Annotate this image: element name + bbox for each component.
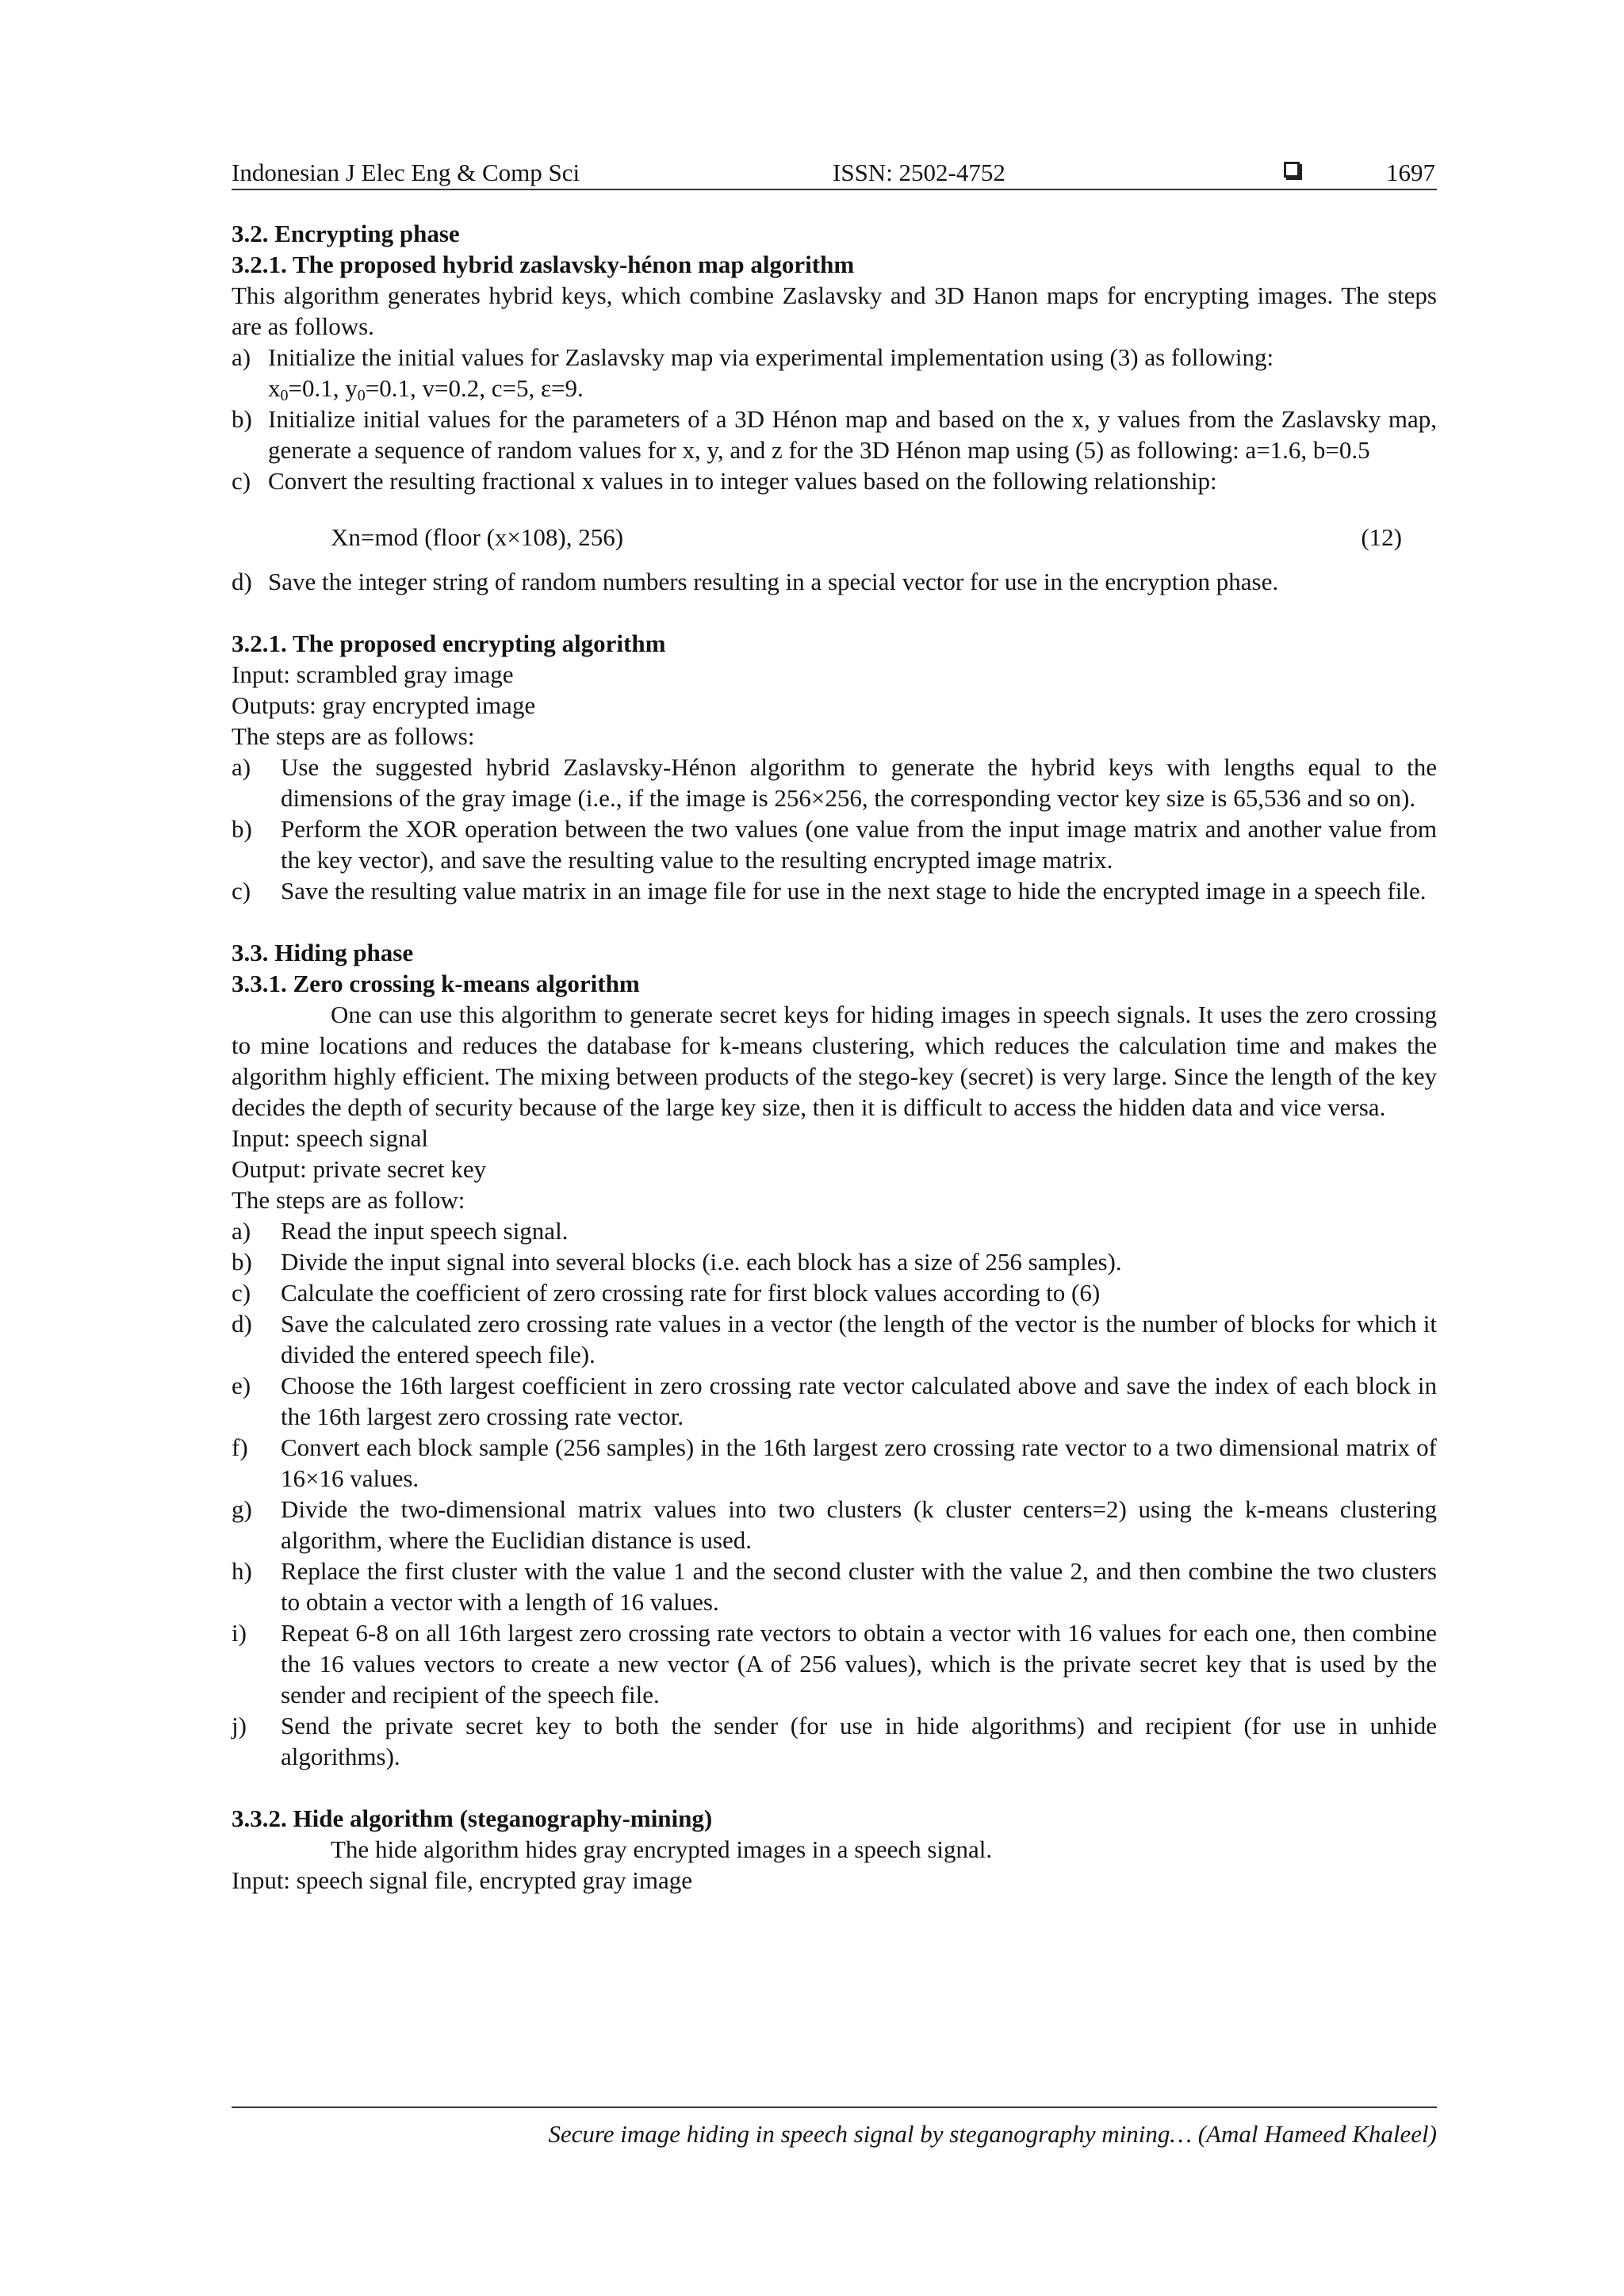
var-x: x xyxy=(268,374,281,402)
list-marker: i) xyxy=(232,1619,247,1647)
list-marker: c) xyxy=(232,877,251,905)
list-marker: a) xyxy=(232,753,251,781)
main-content xyxy=(232,218,1437,1896)
list-text: Replace the first cluster with the value 1 and the second cluster with the value 2, and then combine the two clusters to obtain a vector with a length of 16 values. xyxy=(281,1557,1437,1616)
equation-number: (12) xyxy=(1361,523,1402,551)
issn: ISSN: 2502-4752 xyxy=(833,159,1005,186)
step-a-tail: =0.1, v=0.2, c=5, ε=9. xyxy=(365,374,584,402)
steps-intro: The steps are as follow: xyxy=(232,1186,465,1214)
footer-rule xyxy=(232,2107,1437,2108)
list-marker: d) xyxy=(232,1310,252,1337)
subsection-heading-3-3-2: 3.3.2. Hide algorithm (steganography-mining) xyxy=(232,1804,713,1832)
spacer xyxy=(232,906,1437,937)
list-marker: c) xyxy=(232,1279,251,1307)
list-marker: d) xyxy=(232,568,252,595)
encrypting-steps-list xyxy=(232,752,1437,906)
step-a-text: Initialize the initial values for Zaslavsky map via experimental implementation using (3) as following: xyxy=(268,343,1274,371)
input-line: Input: speech signal xyxy=(232,1124,428,1152)
running-header xyxy=(232,151,1437,190)
list-marker: g) xyxy=(232,1495,252,1523)
list-text: Convert the resulting fractional x values in to integer values based on the following relationship: xyxy=(268,467,1217,495)
spacer xyxy=(232,1772,1437,1803)
steps-intro: The steps are as follows: xyxy=(232,722,475,750)
list-marker: b) xyxy=(232,815,252,843)
subsection-heading-3-3-1: 3.3.1. Zero crossing k-means algorithm xyxy=(232,970,640,997)
list-item xyxy=(232,875,1437,906)
list-item xyxy=(232,813,1437,875)
input-line: Input: scrambled gray image xyxy=(232,660,514,688)
list-text: Initialize initial values for the parameters of a 3D Hénon map and based on the x, y values from the Zaslavsky map, generate a sequence of random values for x, y, and z for the 3D Hénon map using (5) as following: a=1.6, b=0.5 xyxy=(268,405,1437,464)
output-line: Outputs: gray encrypted image xyxy=(232,691,536,719)
list-item xyxy=(232,1432,1437,1494)
list-marker: e) xyxy=(232,1372,251,1399)
list-text xyxy=(268,342,1437,404)
list-marker: b) xyxy=(232,405,252,433)
list-item xyxy=(232,1277,1437,1308)
subscript: 0 xyxy=(280,387,289,404)
list-marker: h) xyxy=(232,1557,252,1585)
intro-paragraph: This algorithm generates hybrid keys, which combine Zaslavsky and 3D Hanon maps for encrypting images. The steps are as follows. xyxy=(232,281,1437,340)
page-number: 1697 xyxy=(1386,159,1435,186)
spacer xyxy=(232,597,1437,628)
journal-name: Indonesian J Elec Eng & Comp Sci xyxy=(232,159,580,186)
list-marker: b) xyxy=(232,1248,252,1276)
list-text: Divide the input signal into several blocks (i.e. each block has a size of 256 samples). xyxy=(281,1248,1122,1276)
checkbox-square-icon xyxy=(1284,162,1300,178)
zero-crossing-steps-list xyxy=(232,1215,1437,1772)
list-item xyxy=(232,342,1437,404)
list-text: Convert each block sample (256 samples) in the 16th largest zero crossing rate vector to a two dimensional matrix of 16×16 values. xyxy=(281,1433,1437,1492)
list-marker: a) xyxy=(232,343,251,371)
running-footer: Secure image hiding in speech signal by steganography mining… (Amal Hameed Khaleel) xyxy=(548,2120,1437,2148)
list-text: Read the input speech signal. xyxy=(281,1217,569,1245)
list-item xyxy=(232,1215,1437,1246)
body-paragraph: The hide algorithm hides gray encrypted images in a speech signal. xyxy=(331,1835,993,1863)
list-text: Save the integer string of random numbers resulting in a special vector for use in the encryption phase. xyxy=(268,568,1279,595)
list-text: Divide the two-dimensional matrix values into two clusters (k cluster centers=2) using the k-means clustering algorithm, where the Euclidian distance is used. xyxy=(281,1495,1437,1554)
list-text: Save the resulting value matrix in an image file for use in the next stage to hide the encrypted image in a speech file. xyxy=(281,877,1427,905)
list-item xyxy=(232,1246,1437,1277)
equation-expression: Xn=mod (floor (x×108), 256) xyxy=(331,523,624,551)
step-a-mid: =0.1, y xyxy=(288,374,358,402)
list-text: Repeat 6-8 on all 16th largest zero crossing rate vectors to obtain a vector with 16 values for each one, then combine the 16 values vectors to create a new vector (A of 256 values), which is the private secret key that is used by the sender and recipient of the speech file. xyxy=(281,1619,1437,1709)
list-item xyxy=(232,1308,1437,1370)
list-marker: f) xyxy=(232,1433,248,1461)
list-text: Calculate the coefficient of zero crossing rate for first block values according to (6) xyxy=(281,1279,1101,1307)
list-text: Perform the XOR operation between the two values (one value from the input image matrix and another value from the key vector), and save the resulting value to the resulting encrypted image matrix. xyxy=(281,815,1437,874)
list-item xyxy=(232,1617,1437,1710)
subscript: 0 xyxy=(357,387,366,404)
list-marker: a) xyxy=(232,1217,251,1245)
subsection-heading-encrypting-algorithm: 3.2.1. The proposed encrypting algorithm xyxy=(232,629,666,657)
list-marker: j) xyxy=(232,1712,247,1739)
list-marker: c) xyxy=(232,467,251,495)
input-line: Input: speech signal file, encrypted gray image xyxy=(232,1866,693,1894)
list-text: Send the private secret key to both the sender (for use in hide algorithms) and recipient (for use in unhide algorithms). xyxy=(281,1712,1437,1770)
subsection-heading-3-2-1: 3.2.1. The proposed hybrid zaslavsky-hénon map algorithm xyxy=(232,251,855,278)
section-heading-3-3: 3.3. Hiding phase xyxy=(232,939,414,966)
list-item xyxy=(232,404,1437,465)
header-rule xyxy=(232,189,1437,190)
body-paragraph: One can use this algorithm to generate secret keys for hiding images in speech signals. It uses the zero crossing to mine locations and reduces the database for k-means clustering, which reduces the calculation time and makes the algorithm highly efficient. The mixing between products of the stego-key (secret) is very large. Since the length of the key decides the depth of security because of the large key size, then it is difficult to access the hidden data and vice versa. xyxy=(232,1001,1437,1121)
list-text: Choose the 16th largest coefficient in zero crossing rate vector calculated above and save the index of each block in the 16th largest zero crossing rate vector. xyxy=(281,1372,1437,1430)
list-item xyxy=(232,566,1437,597)
list-item xyxy=(232,1710,1437,1772)
list-item xyxy=(232,1556,1437,1617)
list-item xyxy=(232,1494,1437,1556)
list-item xyxy=(232,1370,1437,1432)
section-heading-3-2: 3.2. Encrypting phase xyxy=(232,220,460,247)
list-text: Save the calculated zero crossing rate values in a vector (the length of the vector is the number of blocks for which it divided the entered speech file). xyxy=(281,1310,1437,1368)
list-item xyxy=(232,752,1437,813)
output-line: Output: private secret key xyxy=(232,1155,487,1183)
list-text: Use the suggested hybrid Zaslavsky-Hénon algorithm to generate the hybrid keys with lengths equal to the dimensions of the gray image (i.e., if the image is 256×256, the corresponding vector key size is 65,536 and so on). xyxy=(281,753,1437,812)
list-item xyxy=(232,465,1437,496)
equation-12 xyxy=(232,504,1437,566)
